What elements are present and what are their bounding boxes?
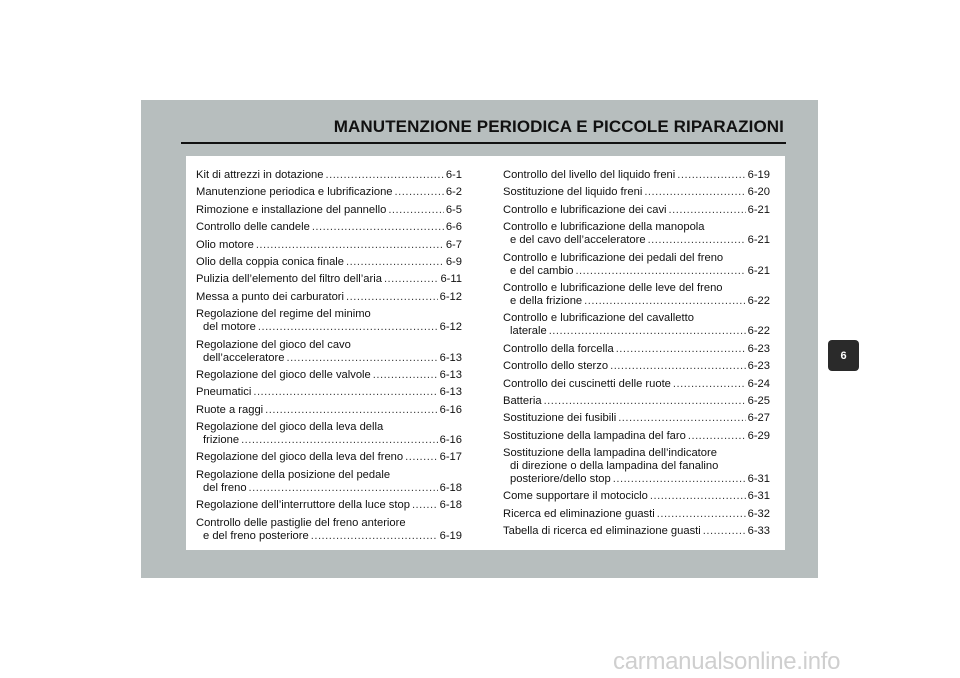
toc-page-number: 6-16: [439, 434, 462, 447]
toc-entry-title: Regolazione del gioco delle valvole: [196, 368, 371, 381]
toc-page-number: 6-21: [747, 203, 770, 216]
toc-entry[interactable]: [196, 421, 462, 447]
watermark: carmanualsonline.info: [613, 648, 841, 675]
toc-entry-title: Pulizia dell’elemento del filtro dell’aria: [196, 273, 382, 286]
toc-entry-title: Controllo dei cuscinetti delle ruote: [503, 377, 671, 390]
toc-page-number: 6-25: [747, 394, 770, 407]
toc-entry-title: Batteria: [503, 394, 542, 407]
toc-entry[interactable]: [196, 256, 462, 269]
toc-entry[interactable]: [196, 369, 462, 382]
toc-page-number: 6-31: [747, 490, 770, 503]
toc-page-number: 6-29: [747, 429, 770, 442]
toc-page-number: 6-27: [747, 412, 770, 425]
toc-entry-title: Controllo e lubrificazione dei cavi: [503, 203, 667, 216]
dot-leader: [395, 186, 444, 199]
toc-entry-title: Pneumatici: [196, 386, 252, 399]
toc-entry[interactable]: [503, 430, 770, 443]
dot-leader: [258, 321, 438, 334]
toc-page-number: 6-1: [445, 169, 462, 181]
toc-entry-title: laterale: [510, 325, 547, 338]
toc-entry[interactable]: [196, 339, 462, 365]
dot-leader: [677, 169, 745, 182]
toc-entry[interactable]: [196, 273, 462, 286]
dot-leader: [405, 451, 437, 464]
toc-entry[interactable]: [503, 360, 770, 373]
dot-leader: [616, 343, 746, 356]
dot-leader: [265, 404, 437, 417]
toc-page-number: 6-13: [439, 386, 462, 399]
toc-page-number: 6-20: [747, 186, 770, 199]
toc-column-left: [196, 169, 462, 547]
toc-page-number: 6-18: [439, 499, 462, 512]
toc-entry-title: Controllo e lubrificazione della manopola: [503, 221, 705, 234]
toc-entry[interactable]: [196, 499, 462, 512]
toc-entry-title: e del cavo dell’acceleratore: [510, 234, 646, 247]
toc-page-number: 6-21: [747, 234, 770, 247]
toc-entry[interactable]: [196, 451, 462, 464]
toc-entry-title: Tabella di ricerca ed eliminazione guasti: [503, 525, 701, 538]
toc-page-number: 6-32: [747, 507, 770, 520]
toc-entry[interactable]: [196, 404, 462, 417]
toc-entry[interactable]: [196, 239, 462, 252]
toc-entry-title: Regolazione della posizione del pedale: [196, 468, 391, 481]
toc-entry-title: Ruote a raggi: [196, 403, 264, 416]
toc-entry[interactable]: [503, 169, 770, 182]
toc-entry-title: Sostituzione dei fusibili: [503, 412, 617, 425]
toc-page-number: 6-24: [747, 377, 770, 390]
toc-entry[interactable]: [196, 204, 462, 217]
toc-entry[interactable]: [503, 508, 770, 521]
toc-page-number: 6-13: [439, 368, 462, 381]
dot-leader: [549, 325, 746, 338]
dot-leader: [613, 473, 746, 486]
toc-page-number: 6-13: [439, 351, 462, 364]
toc-page-number: 6-22: [747, 325, 770, 338]
toc-entry-title: Controllo e lubrificazione del cavalletto: [503, 312, 694, 325]
title-underline: [181, 142, 786, 144]
toc-page-number: 6-7: [445, 238, 462, 251]
toc-entry[interactable]: [503, 378, 770, 391]
toc-page-number: 6-33: [747, 525, 770, 538]
toc-entry-title: Sostituzione della lampadina dell’indicatore: [503, 447, 717, 460]
dot-leader: [373, 369, 438, 382]
toc-entry-title: Controllo dello sterzo: [503, 360, 609, 373]
dot-leader: [688, 430, 746, 443]
toc-entry-title: Regolazione del gioco del cavo: [196, 338, 351, 351]
toc-entry-title: dell’acceleratore: [203, 351, 285, 364]
toc-entry-title: Controllo delle pastiglie del freno anteriore: [196, 516, 406, 529]
toc-page-number: 6-16: [439, 403, 462, 416]
toc-entry-title: del freno: [203, 481, 247, 494]
toc-entry[interactable]: [503, 221, 770, 247]
toc-entry-title: Come supportare il motociclo: [503, 490, 648, 503]
toc-entry-title: Manutenzione periodica e lubrificazione: [196, 186, 393, 199]
toc-entry-title: Rimozione e installazione del pannello: [196, 203, 387, 216]
toc-page-number: 6-22: [747, 294, 770, 307]
dot-leader: [584, 295, 745, 308]
dot-leader: [673, 378, 746, 391]
toc-entry-title: Controllo delle candele: [196, 221, 310, 234]
toc-entry-title: e del cambio: [510, 264, 574, 277]
dot-leader: [575, 265, 745, 278]
toc-entry-title: posteriore/dello stop: [510, 473, 611, 486]
dot-leader: [669, 204, 746, 217]
dot-leader: [703, 525, 746, 538]
toc-entry[interactable]: [503, 525, 770, 538]
toc-entry[interactable]: [503, 204, 770, 217]
toc-page-number: 6-21: [747, 264, 770, 277]
toc-entry[interactable]: [503, 252, 770, 278]
dot-leader: [618, 412, 745, 425]
dot-leader: [256, 239, 444, 252]
dot-leader: [312, 221, 444, 234]
toc-entry-title: di direzione o della lampadina del fanalino: [510, 460, 719, 473]
dot-leader: [241, 434, 438, 447]
toc-entry[interactable]: [503, 447, 770, 486]
toc-page-number: 6-9: [445, 255, 462, 268]
toc-entry-title: e del freno posteriore: [203, 529, 309, 542]
toc-page-number: 6-12: [439, 321, 462, 334]
dot-leader: [610, 360, 746, 373]
toc-entry[interactable]: [196, 186, 462, 199]
page-title: MANUTENZIONE PERIODICA E PICCOLE RIPARAZIONI: [333, 117, 784, 136]
toc-entry-title: Sostituzione della lampadina del faro: [503, 429, 686, 442]
toc-entry-title: Kit di attrezzi in dotazione: [196, 169, 324, 181]
toc-page-number: 6-19: [747, 169, 770, 181]
toc-entry[interactable]: [503, 412, 770, 425]
dot-leader: [325, 169, 443, 182]
dot-leader: [650, 490, 746, 503]
dot-leader: [648, 234, 746, 247]
toc-page-number: 6-23: [747, 360, 770, 373]
toc-page-number: 6-31: [747, 473, 770, 486]
chapter-tab[interactable]: 6: [828, 340, 859, 371]
toc-entry-title: Controllo e lubrificazione delle leve del freno: [503, 281, 723, 294]
dot-leader: [346, 256, 444, 269]
dot-leader: [388, 204, 444, 217]
toc-entry[interactable]: [503, 282, 770, 308]
toc-entry-title: Regolazione del regime del minimo: [196, 308, 371, 321]
toc-entry[interactable]: [503, 395, 770, 408]
toc-entry[interactable]: [196, 291, 462, 304]
toc-page-number: 6-17: [439, 451, 462, 464]
toc-entry-title: Ricerca ed eliminazione guasti: [503, 507, 655, 520]
dot-leader: [346, 291, 438, 304]
toc-entry[interactable]: [196, 221, 462, 234]
toc-page-number: 6-12: [439, 290, 462, 303]
toc-entry-title: Regolazione del gioco della leva della: [196, 421, 384, 434]
toc-entry-title: Regolazione dell’interruttore della luce stop: [196, 499, 410, 512]
toc-entry[interactable]: [196, 517, 462, 543]
dot-leader: [644, 186, 745, 199]
toc-entry[interactable]: [503, 490, 770, 503]
toc-page-number: 6-11: [440, 273, 462, 286]
toc-entry-title: Controllo della forcella: [503, 342, 614, 355]
toc-page-number: 6-6: [445, 221, 462, 234]
toc-page-number: 6-19: [439, 529, 462, 542]
dot-leader: [286, 352, 437, 365]
toc-entry[interactable]: [196, 308, 462, 334]
dot-leader: [311, 530, 438, 543]
toc-entry-title: Messa a punto dei carburatori: [196, 290, 345, 303]
toc-entry-title: Controllo e lubrificazione dei pedali del freno: [503, 251, 724, 264]
toc-entry-title: frizione: [203, 434, 240, 447]
toc-entry[interactable]: [503, 343, 770, 356]
toc-entry[interactable]: [196, 386, 462, 399]
toc-entry-title: del motore: [203, 321, 256, 334]
dot-leader: [412, 499, 438, 512]
table-of-contents: [186, 156, 785, 550]
toc-entry[interactable]: [196, 469, 462, 495]
toc-entry-title: e della frizione: [510, 294, 583, 307]
toc-entry[interactable]: [503, 186, 770, 199]
toc-entry-title: Sostituzione del liquido freni: [503, 186, 643, 199]
toc-entry[interactable]: [503, 312, 770, 338]
dot-leader: [657, 508, 746, 521]
dot-leader: [384, 273, 439, 286]
toc-entry-title: Olio motore: [196, 238, 254, 251]
dot-leader: [249, 482, 438, 495]
toc-entry-title: Olio della coppia conica finale: [196, 255, 345, 268]
dot-leader: [544, 395, 746, 408]
toc-page-number: 6-23: [747, 342, 770, 355]
toc-page-number: 6-18: [439, 481, 462, 494]
toc-page-number: 6-2: [445, 186, 462, 199]
toc-page-number: 6-5: [445, 203, 462, 216]
toc-entry-title: Controllo del livello del liquido freni: [503, 169, 676, 181]
dot-leader: [253, 386, 437, 399]
toc-entry[interactable]: [196, 169, 462, 182]
toc-entry-title: Regolazione del gioco della leva del freno: [196, 451, 404, 464]
toc-column-right: [503, 169, 770, 543]
